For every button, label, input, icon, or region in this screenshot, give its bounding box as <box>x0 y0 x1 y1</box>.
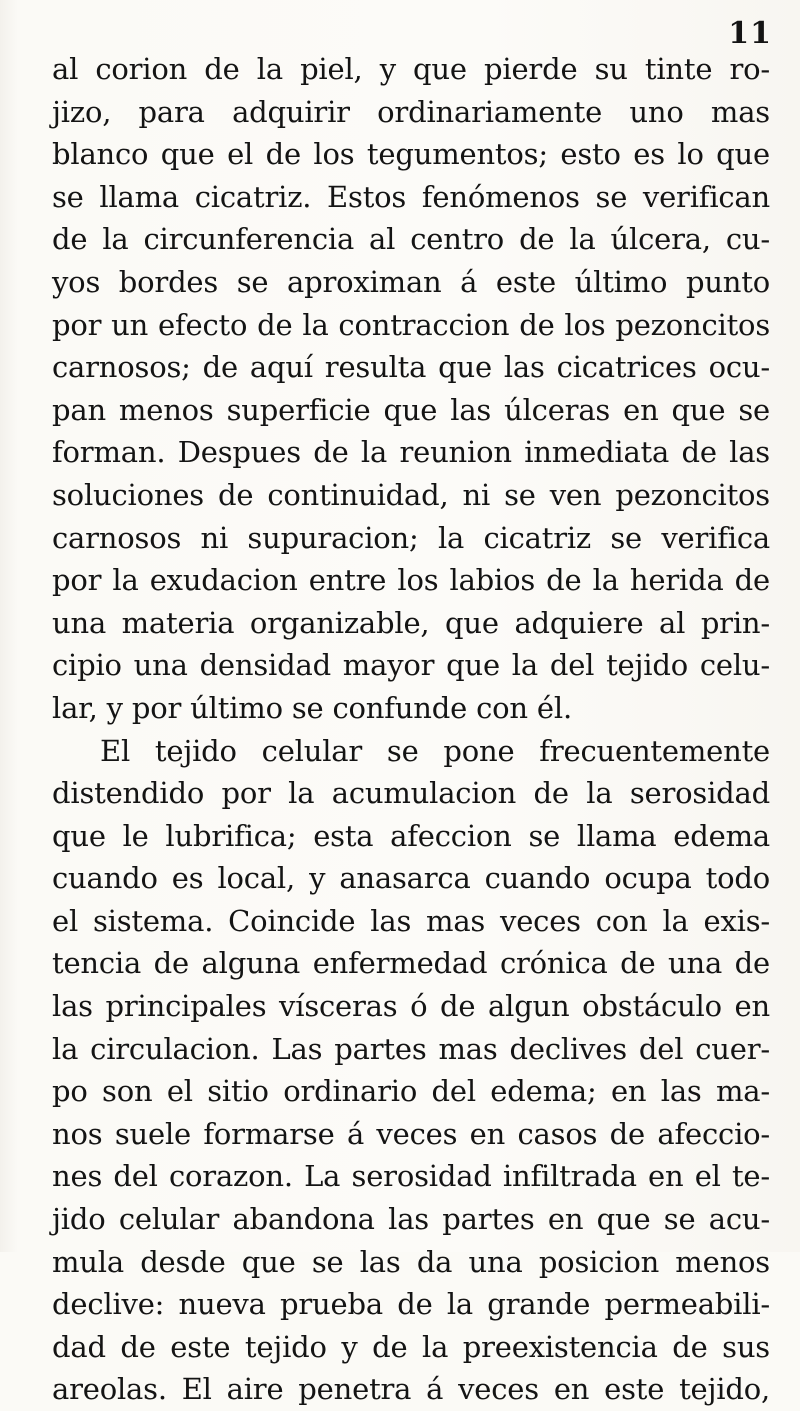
text-line: El tejido celular se pone frecuentemente <box>100 733 770 768</box>
text-line: yos bordes se aproximan á este último punto <box>52 264 770 299</box>
text-line: pan menos superficie que las úlceras en que se <box>52 392 770 427</box>
text-line: forman. Despues de la reunion inmediata de las <box>52 435 770 470</box>
text-line: jizo, para adquirir ordinariamente uno mas <box>52 94 770 129</box>
text-line: al corion de la piel, y que pierde su tinte ro- <box>52 52 770 86</box>
text-line: cipio una densidad mayor que la del tejido celu- <box>52 648 770 683</box>
text-line: nos suele formarse á veces en casos de afeccio- <box>52 1116 770 1151</box>
text-line: tencia de alguna enfermedad crónica de una de <box>52 946 770 981</box>
text-line: de la circunferencia al centro de la úlcera, cu- <box>52 222 770 257</box>
text-line: dad de este tejido y de la preexistencia de sus <box>52 1329 770 1364</box>
text-line: nes del corazon. La serosidad infiltrada en el te- <box>52 1159 770 1194</box>
text-line: declive: nueva prueba de la grande permeabili- <box>52 1287 770 1322</box>
text-line: se llama cicatriz. Estos fenómenos se verifican <box>52 179 770 214</box>
body-text <box>52 48 770 1411</box>
text-line: po son el sitio ordinario del edema; en las ma- <box>52 1074 770 1109</box>
text-line: soluciones de continuidad, ni se ven pezoncitos <box>52 477 770 512</box>
text-line: blanco que el de los tegumentos; esto es lo que <box>52 137 770 172</box>
text-line: las principales vísceras ó de algun obstáculo en <box>52 989 770 1024</box>
text-line: jido celular abandona las partes en que se acu- <box>52 1202 770 1237</box>
page-number: 11 <box>728 16 772 51</box>
text-line: carnosos ni supuracion; la cicatriz se verifica <box>52 520 770 555</box>
text-line: por la exudacion entre los labios de la herida de <box>52 563 770 598</box>
text-line: el sistema. Coincide las mas veces con la exis- <box>52 903 770 938</box>
text-line: la circulacion. Las partes mas declives del cuer- <box>52 1031 770 1066</box>
text-line: areolas. El aire penetra á veces en este tejido, <box>52 1372 770 1407</box>
text-line: distendido por la acumulacion de la serosidad <box>52 776 770 811</box>
text-line: carnosos; de aquí resulta que las cicatrices ocu- <box>52 350 770 385</box>
text-line: por un efecto de la contraccion de los pezoncitos <box>52 307 770 342</box>
text-line: que le lubrifica; esta afeccion se llama edema <box>52 818 770 853</box>
text-line: una materia organizable, que adquiere al prin- <box>52 605 770 640</box>
text-line: cuando es local, y anasarca cuando ocupa todo <box>52 861 770 896</box>
text-line: lar, y por último se confunde con él. <box>52 690 572 725</box>
text-line: mula desde que se las da una posicion menos <box>52 1244 770 1279</box>
